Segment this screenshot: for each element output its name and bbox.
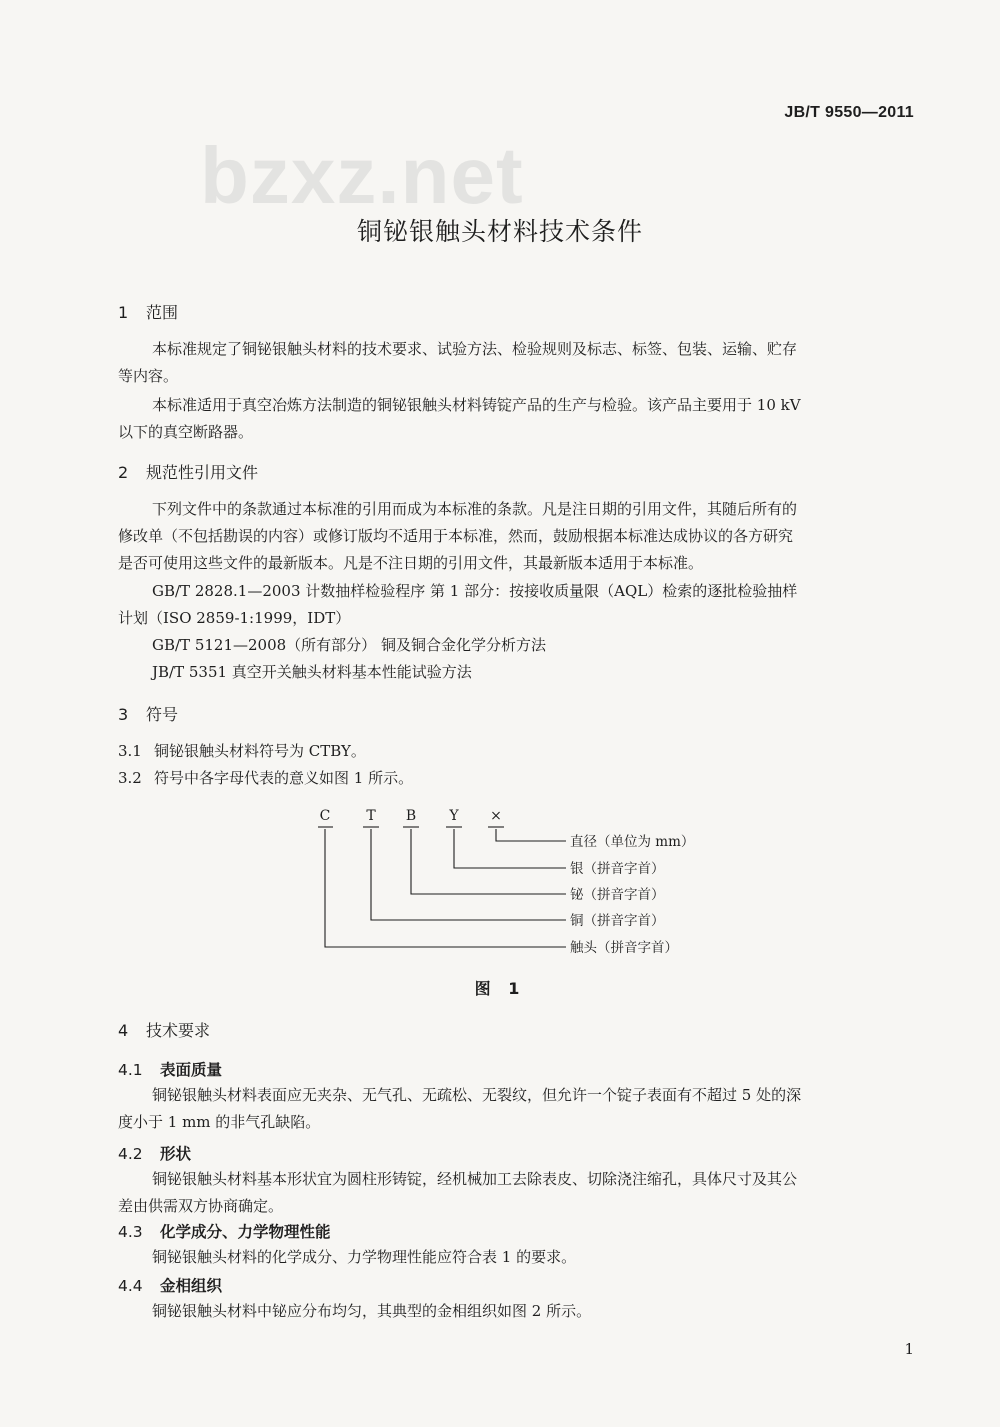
subsection-title: 金相组织 xyxy=(160,1277,223,1295)
figure-label: 铜（拼音字首） xyxy=(570,913,665,929)
subsection-4-3-heading xyxy=(118,1220,331,1242)
figure-1-caption: 图 1 xyxy=(474,979,526,998)
figure-1-diagram xyxy=(300,800,720,965)
figure-letter: × xyxy=(490,808,502,824)
watermark: bzxz.net xyxy=(200,131,524,220)
leader-line xyxy=(411,829,566,894)
paragraph-line: 铜铋银触头材料基本形状宜为圆柱形铸锭，经机械加工去除表皮、切除浇注缩孔，具体尺寸及其公 xyxy=(152,1170,798,1188)
figure-label: 铋（拼音字首） xyxy=(570,887,665,903)
section-3-heading xyxy=(118,702,178,725)
paragraph-line: 本标准适用于真空冶炼方法制造的铜铋银触头材料铸锭产品的生产与检验。该产品主要用于 10 kV xyxy=(152,396,801,414)
subsection-title: 表面质量 xyxy=(160,1061,223,1079)
section-title: 符号 xyxy=(146,705,179,724)
section-title: 范围 xyxy=(146,303,179,322)
figure-letter: Y xyxy=(449,808,459,824)
section-number: 3 xyxy=(118,705,129,724)
section-2-heading xyxy=(118,460,258,483)
reference-line: GB/T 2828.1—2003 计数抽样检验程序 第 1 部分：按接收质量限（AQL）检索的逐批检验抽样 xyxy=(152,582,798,600)
standard-code: JB/T 9550—2011 xyxy=(784,104,914,121)
reference-line: 计划（ISO 2859-1:1999，IDT） xyxy=(118,609,351,627)
paragraph-line: 度小于 1 mm 的非气孔缺陷。 xyxy=(118,1113,321,1131)
clause-text: 铜铋银触头材料符号为 CTBY。 xyxy=(154,742,366,760)
section-title: 规范性引用文件 xyxy=(146,463,259,482)
clause-number: 3.2 xyxy=(118,769,142,787)
paragraph-line: 修改单（不包括勘误的内容）或修订版均不适用于本标准，然而，鼓励根据本标准达成协议的各方研究 xyxy=(118,527,794,545)
subsection-number: 4.1 xyxy=(118,1061,143,1079)
section-1-heading xyxy=(118,300,178,323)
paragraph-line: 本标准规定了铜铋银触头材料的技术要求、试验方法、检验规则及标志、标签、包装、运输、贮存 xyxy=(152,340,798,358)
paragraph-line: 是否可使用这些文件的最新版本。凡是不注日期的引用文件，其最新版本适用于本标准。 xyxy=(118,554,704,572)
subsection-title: 化学成分、力学物理性能 xyxy=(160,1223,331,1241)
leader-line xyxy=(454,829,566,868)
figure-label: 触头（拼音字首） xyxy=(570,940,678,956)
paragraph-line: 铜铋银触头材料中铋应分布均匀，其典型的金相组织如图 2 所示。 xyxy=(152,1302,592,1320)
figure-letter: B xyxy=(405,808,417,824)
subsection-number: 4.2 xyxy=(118,1145,143,1163)
clause-text: 符号中各字母代表的意义如图 1 所示。 xyxy=(154,769,414,787)
paragraph-line: 以下的真空断路器。 xyxy=(118,423,254,441)
subsection-4-2-heading xyxy=(118,1142,191,1164)
paragraph-line: 等内容。 xyxy=(118,367,179,385)
section-title: 技术要求 xyxy=(146,1021,211,1040)
figure-letter: T xyxy=(366,808,376,824)
subsection-number: 4.3 xyxy=(118,1223,143,1241)
clause-3-2 xyxy=(118,765,413,792)
section-4-heading xyxy=(118,1018,210,1041)
figure-letter: C xyxy=(319,808,331,824)
clause-number: 3.1 xyxy=(118,742,142,760)
figure-label: 直径（单位为 mm） xyxy=(570,834,695,850)
section-number: 2 xyxy=(118,463,129,482)
paragraph-line: 差由供需双方协商确定。 xyxy=(118,1197,284,1215)
subsection-4-4-heading xyxy=(118,1274,222,1296)
leader-line xyxy=(371,829,566,920)
paragraph-line: 铜铋银触头材料表面应无夹杂、无气孔、无疏松、无裂纹，但允许一个锭子表面有不超过 5 处的深 xyxy=(152,1086,802,1104)
reference-line: JB/T 5351 真空开关触头材料基本性能试验方法 xyxy=(152,663,472,681)
page-number: 1 xyxy=(904,1340,914,1358)
subsection-4-1-heading xyxy=(118,1058,222,1080)
paragraph-line: 下列文件中的条款通过本标准的引用而成为本标准的条款。凡是注日期的引用文件，其随后所有的 xyxy=(152,500,798,518)
paragraph-line: 铜铋银触头材料的化学成分、力学物理性能应符合表 1 的要求。 xyxy=(152,1248,577,1266)
document-title: 铜铋银触头材料技术条件 xyxy=(356,217,643,246)
leader-line xyxy=(496,829,566,841)
clause-3-1 xyxy=(118,738,366,765)
section-number: 4 xyxy=(118,1021,129,1040)
figure-leader-lines xyxy=(318,827,566,947)
leader-line xyxy=(325,829,566,947)
section-number: 1 xyxy=(118,303,129,322)
subsection-number: 4.4 xyxy=(118,1277,143,1295)
figure-label: 银（拼音字首） xyxy=(570,861,665,877)
subsection-title: 形状 xyxy=(160,1145,192,1163)
reference-line: GB/T 5121—2008（所有部分） 铜及铜合金化学分析方法 xyxy=(152,636,546,654)
